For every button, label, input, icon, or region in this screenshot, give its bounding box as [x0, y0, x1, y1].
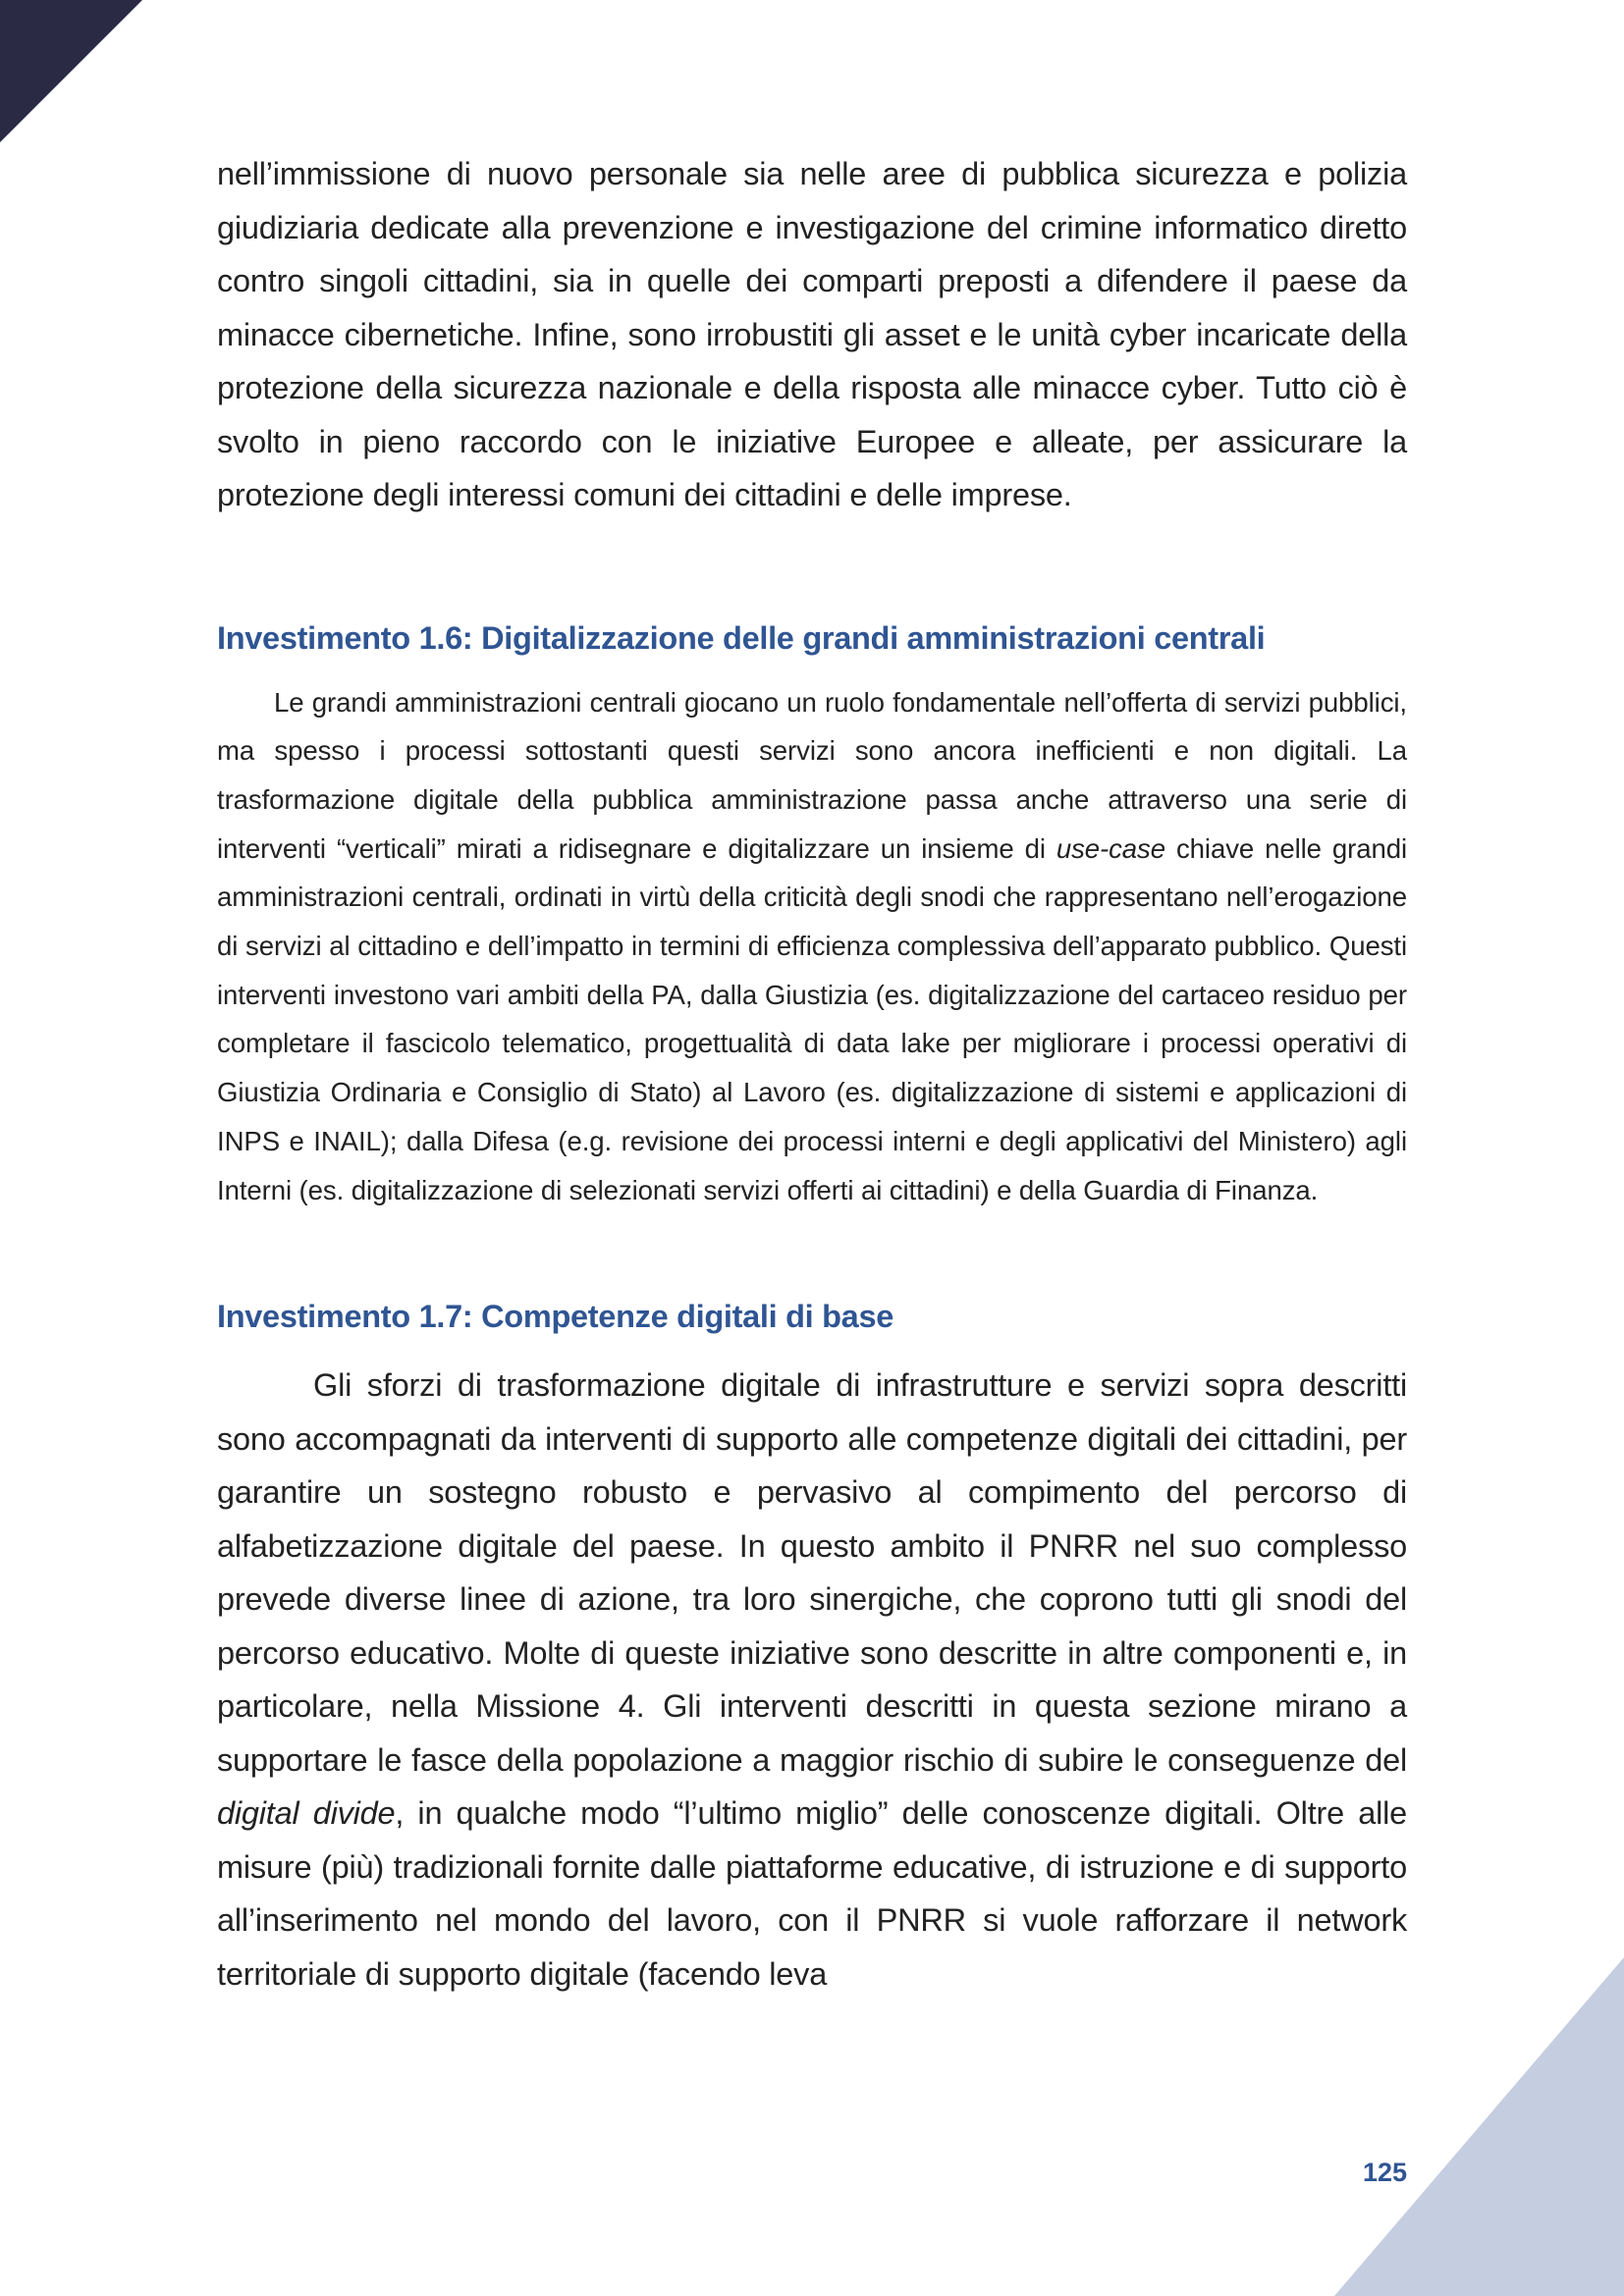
italic-term: use-case	[1056, 832, 1165, 864]
section-heading-investimento-1-6: Investimento 1.6: Digitalizzazione delle grandi amministrazioni centrali	[217, 619, 1266, 656]
paragraph-intro: nell’immissione di nuovo personale sia nelle aree di pubblica sicurezza e polizia giudiziaria dedicate alla prevenzione e investigazione del crimine informatico diretto contro singoli cittadini, sia in quelle dei comparti preposti a difendere il paese da minacce cibernetiche. Infine, sono irrobustiti gli asset e le unità cyber incaricate della protezione della sicurezza nazionale e della risposta alle minacce cyber. Tutto ciò è svolto in pieno raccordo con le iniziative Europee e alleate, per assicurare la protezione degli interessi comuni dei cittadini e delle imprese.	[217, 156, 1407, 512]
corner-decoration-bottom-right	[1334, 1957, 1624, 2296]
italic-term: digital divide	[217, 1795, 396, 1832]
section-heading-investimento-1-7: Investimento 1.7: Competenze digitali di base	[217, 1299, 894, 1335]
paragraph-investimento-1-6	[217, 678, 1407, 1215]
paragraph-text: chiave nelle grandi amministrazioni centrali, ordinati in virtù della criticità degli snodi che rappresentano nell’erogazione di servizi al cittadino e dell’impatto in termini di efficienza complessiva dell’apparato pubblico. Questi interventi investono vari ambiti della PA, dalla Giustizia (es. digitalizzazione del cartaceo residuo per completare il fascicolo telematico, progettualità di data lake per migliorare i processi operativi di Giustizia Ordinaria e Consiglio di Stato) al Lavoro (es. digitalizzazione di sistemi e applicazioni di INPS e INAIL); dalla Difesa (e.g. revisione dei processi interni e degli applicativi del Ministero) agli Interni (es. digitalizzazione di selezionati servizi offerti ai cittadini) e della Guardia di Finanza.	[217, 832, 1407, 1205]
corner-decoration-top-left	[0, 0, 142, 142]
paragraph-text: Gli sforzi di trasformazione digitale di infrastrutture e servizi sopra descritti sono accompagnati da interventi di supporto alle competenze digitali dei cittadini, per garantire un sostegno robusto e pervasivo al compimento del percorso di alfabetizzazione digitale del paese. In questo ambito il PNRR nel suo complesso prevede diverse linee di azione, tra loro sinergiche, che coprono tutti gli snodi del percorso educativo. Molte di queste iniziative sono descritte in altre componenti e, in particolare, nella Missione 4. Gli interventi descritti in questa sezione mirano a supportare le fasce della popolazione a maggior rischio di subire le conseguenze del	[217, 1367, 1407, 1778]
paragraph-text: , in qualche modo “l’ultimo miglio” delle conoscenze digitali. Oltre alle misure (più) tradizionali fornite dalle piattaforme educative, di istruzione e di supporto all’inserimento nel mondo del lavoro, con il PNRR si vuole rafforzare il network territoriale di supporto digitale (facendo leva	[217, 1795, 1407, 1992]
page-number: 125	[1362, 2158, 1407, 2187]
paragraph-text: Le grandi amministrazioni centrali giocano un ruolo fondamentale nell’offerta di servizi pubblici, ma spesso i processi sottostanti questi servizi sono ancora inefficienti e non digitali. La trasformazione digitale della pubblica amministrazione passa anche attraverso una serie di interventi “verticali” mirati a ridisegnare e digitalizzare un insieme di	[217, 686, 1407, 864]
page-content	[217, 147, 1407, 2001]
paragraph-investimento-1-7	[217, 1359, 1407, 2001]
